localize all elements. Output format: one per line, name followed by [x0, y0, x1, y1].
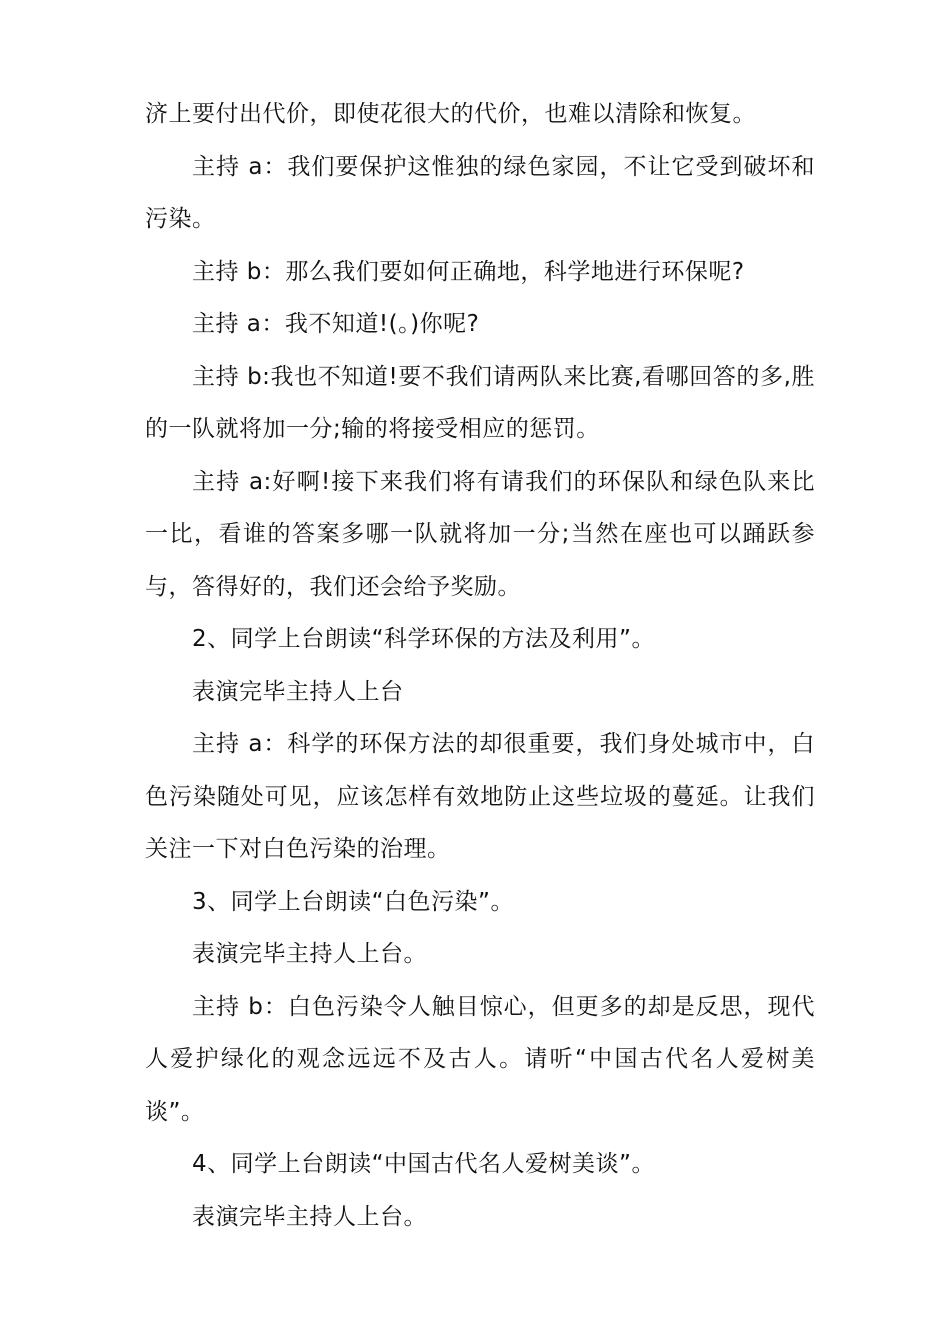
- paragraph: 表演完毕主持人上台: [192, 678, 404, 705]
- paragraph: 主持 b：白色污染令人触目惊心，但更多的却是反思，现代人爱护绿化的观念远远不及古人。请听“中国古代名人爱树美谈”。: [145, 993, 815, 1125]
- document-body: [145, 88, 815, 1243]
- paragraph: 济上要付出代价，即使花很大的代价，也难以清除和恢复。: [145, 101, 756, 127]
- paragraph: 表演完毕主持人上台。: [192, 941, 427, 967]
- paragraph: 主持 a：科学的环保方法的却很重要，我们身处城市中，白色污染随处可见，应该怎样有效地防止这些垃圾的蔓延。让我们关注一下对白色污染的治理。: [145, 731, 815, 862]
- paragraph: 主持 a：我们要保护这惟独的绿色家园，不让它受到破坏和污染。: [145, 153, 815, 232]
- paragraph: 表演完毕主持人上台。: [192, 1203, 427, 1230]
- paragraph: 主持 a：我不知道!(。)你呢?: [192, 311, 480, 337]
- paragraph: 主持 b:我也不知道!要不我们请两队来比赛,看哪回答的多,胜的一队就将加一分;输的将接受相应的惩罚。: [145, 363, 815, 442]
- paragraph: 3、同学上台朗读“白色污染”。: [192, 888, 514, 915]
- paragraph: 主持 a:好啊!接下来我们将有请我们的环保队和绿色队来比一比，看谁的答案多哪一队就将加一分;当然在座也可以踊跃参与，答得好的，我们还会给予奖励。: [145, 468, 815, 600]
- paragraph: 主持 b：那么我们要如何正确地，科学地进行环保呢?: [192, 258, 745, 285]
- paragraph: 4、同学上台朗读“中国古代名人爱树美谈”。: [192, 1151, 655, 1177]
- paragraph: 2、同学上台朗读“科学环保的方法及利用”。: [192, 626, 655, 652]
